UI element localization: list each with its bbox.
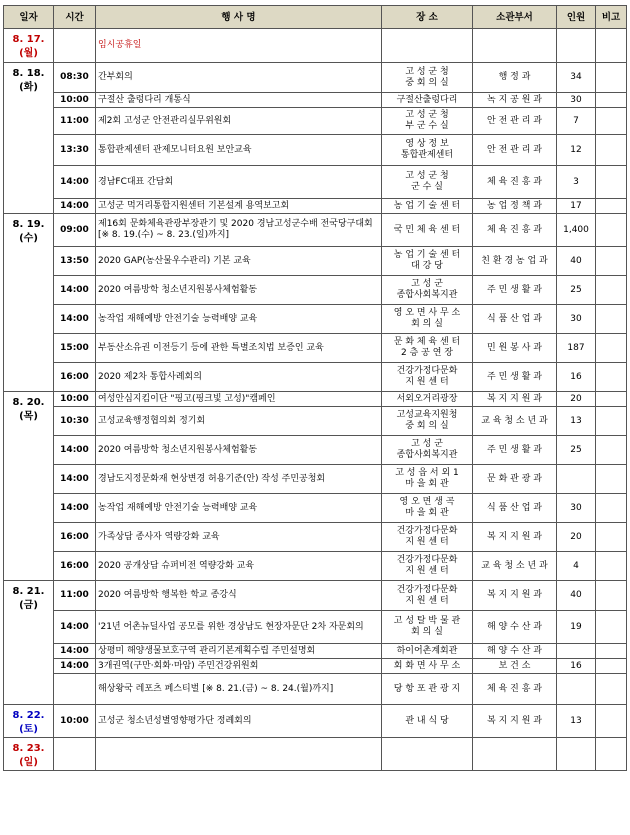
place-line: 지 원 센 터: [405, 377, 449, 387]
date-cell: [4, 63, 54, 214]
place-line: 대 강 당: [411, 261, 443, 271]
table-row: [4, 523, 627, 552]
event-cell: 경남FC대표 간담회: [96, 166, 382, 199]
header-dept: 소관부서: [473, 6, 557, 29]
event-cell: 구절산 출렁다리 개통식: [96, 93, 382, 108]
time-cell: 14:00: [54, 166, 96, 199]
dept-cell: 안 전 관 리 과: [473, 135, 557, 166]
date-cell: [4, 705, 54, 738]
note-cell: [596, 611, 627, 644]
count-cell: 7: [557, 108, 596, 135]
place-line: 고 성 군 청: [405, 110, 449, 120]
place-line: 2 층 공 연 장: [401, 348, 453, 358]
note-cell: [596, 334, 627, 363]
count-cell: 40: [557, 247, 596, 276]
dept-cell: 문 화 관 광 과: [473, 465, 557, 494]
place-cell: [382, 135, 473, 166]
dept-cell: 농 업 정 책 과: [473, 199, 557, 214]
place-line: 중 회 의 실: [405, 421, 449, 431]
header-note: 비고: [596, 6, 627, 29]
time-cell: 10:00: [54, 93, 96, 108]
table-row: [4, 276, 627, 305]
time-cell: [54, 29, 96, 63]
place-line: 중 회 의 실: [405, 77, 449, 88]
place-cell: [382, 644, 473, 659]
table-row: [4, 436, 627, 465]
date-line: (목): [19, 411, 38, 422]
time-cell: [54, 738, 96, 771]
dept-cell: 체 육 진 흥 과: [473, 674, 557, 705]
place-cell: [382, 659, 473, 674]
table-row: [4, 247, 627, 276]
place-line: 서외오거리광장: [396, 393, 458, 404]
place-cell: [382, 199, 473, 214]
dept-cell: 안 전 관 리 과: [473, 108, 557, 135]
place-line: 건강가정다문화: [396, 555, 458, 565]
date-line: (금): [19, 600, 38, 611]
table-row: [4, 63, 627, 93]
table-row: [4, 552, 627, 581]
date-line: (화): [19, 82, 38, 93]
count-cell: 20: [557, 392, 596, 407]
header-time: 시간: [54, 6, 96, 29]
place-line: 고 성 군 청: [405, 171, 449, 181]
place-cell: [382, 93, 473, 108]
dept-cell: 해 양 수 산 과: [473, 611, 557, 644]
place-line: 당 항 포 관 광 지: [393, 683, 461, 694]
place-cell: [382, 436, 473, 465]
place-cell: [382, 166, 473, 199]
count-cell: 30: [557, 305, 596, 334]
note-cell: [596, 214, 627, 247]
event-cell: '21년 어촌뉴딜사업 공모를 위한 경상남도 현장자문단 2차 자문회의: [96, 611, 382, 644]
place-cell: [382, 276, 473, 305]
event-cell: 상평미 해양생물보호구역 관리기본계획수립 주민설명회: [96, 644, 382, 659]
table-row: [4, 494, 627, 523]
time-cell: 14:00: [54, 611, 96, 644]
count-cell: 13: [557, 407, 596, 436]
place-line: 지 원 센 터: [405, 595, 449, 606]
dept-cell: 민 원 봉 사 과: [473, 334, 557, 363]
count-cell: 187: [557, 334, 596, 363]
place-line: 회 의 실: [411, 627, 443, 637]
dept-cell: 복 지 지 원 과: [473, 392, 557, 407]
date-cell: [4, 214, 54, 392]
table-row: [4, 611, 627, 644]
date-line: (월): [19, 48, 38, 59]
place-cell: [382, 465, 473, 494]
table-row: [4, 108, 627, 135]
table-row: [4, 29, 627, 63]
note-cell: [596, 305, 627, 334]
event-cell: 경남도지정문화재 현상변경 허용기준(안) 작성 주민공청회: [96, 465, 382, 494]
place-line: 고 성 읍 서 외 1: [395, 468, 459, 478]
note-cell: [596, 407, 627, 436]
place-line: 고성교육지원청: [396, 410, 458, 420]
time-cell: 14:00: [54, 199, 96, 214]
date-line: 8. 18.: [12, 68, 45, 79]
event-cell: 해상왕국 레포츠 페스티벌 [※ 8. 21.(금) ~ 8. 24.(월)까지]: [96, 674, 382, 705]
place-cell: [382, 494, 473, 523]
table-row: [4, 363, 627, 392]
header-row: [4, 6, 627, 29]
time-cell: 16:00: [54, 523, 96, 552]
time-cell: 13:30: [54, 135, 96, 166]
place-cell: [382, 29, 473, 63]
place-cell: [382, 581, 473, 611]
place-cell: [382, 63, 473, 93]
place-line: 건강가정다문화: [396, 526, 458, 536]
event-cell: 가족상담 종사자 역량강화 교육: [96, 523, 382, 552]
place-line: 영 오 면 사 무 소: [393, 308, 461, 318]
dept-cell: 체 육 진 흥 과: [473, 166, 557, 199]
place-line: 지 원 센 터: [405, 566, 449, 576]
event-cell: 고성교육행정협의회 정기회: [96, 407, 382, 436]
time-cell: [54, 674, 96, 705]
place-line: 군 수 실: [411, 182, 443, 192]
note-cell: [596, 644, 627, 659]
place-line: 종합사회복지관: [396, 450, 458, 460]
place-cell: [382, 738, 473, 771]
place-line: 통합관제센터: [400, 150, 454, 160]
place-cell: [382, 674, 473, 705]
note-cell: [596, 523, 627, 552]
place-line: 회 의 실: [411, 319, 443, 329]
note-cell: [596, 93, 627, 108]
place-cell: [382, 214, 473, 247]
dept-cell: 해 양 수 산 과: [473, 644, 557, 659]
place-cell: [382, 705, 473, 738]
event-cell: 간부회의: [96, 63, 382, 93]
event-cell: 3개권역(구만·회화·마암) 주민건강위원회: [96, 659, 382, 674]
note-cell: [596, 108, 627, 135]
event-cell: 임시공휴일: [96, 29, 382, 63]
place-cell: [382, 334, 473, 363]
time-cell: 14:00: [54, 494, 96, 523]
place-cell: [382, 392, 473, 407]
event-cell: 부동산소유권 이전등기 등에 관한 특별조치법 보증인 교육: [96, 334, 382, 363]
table-row: [4, 465, 627, 494]
table-row: [4, 659, 627, 674]
note-cell: [596, 738, 627, 771]
dept-cell: 주 민 생 활 과: [473, 436, 557, 465]
header-count: 인원: [557, 6, 596, 29]
date-line: 8. 22.: [12, 710, 45, 721]
count-cell: 34: [557, 63, 596, 93]
time-cell: 14:00: [54, 659, 96, 674]
count-cell: 3: [557, 166, 596, 199]
table-row: [4, 674, 627, 705]
dept-cell: 보 건 소: [473, 659, 557, 674]
place-cell: [382, 305, 473, 334]
event-cell: 2020 공개상담 슈퍼비전 역량강화 교육: [96, 552, 382, 581]
table-row: [4, 407, 627, 436]
table-row: [4, 644, 627, 659]
schedule-body: [4, 29, 627, 771]
time-cell: 09:00: [54, 214, 96, 247]
place-line: 관 내 식 당: [405, 715, 449, 726]
dept-cell: [473, 29, 557, 63]
table-row: [4, 93, 627, 108]
time-cell: 08:30: [54, 63, 96, 93]
place-line: 종합사회복지관: [396, 290, 458, 300]
count-cell: 20: [557, 523, 596, 552]
place-line: 농 업 기 술 센 터: [393, 200, 461, 211]
place-cell: [382, 552, 473, 581]
table-row: [4, 305, 627, 334]
time-cell: 15:00: [54, 334, 96, 363]
dept-cell: 복 지 지 원 과: [473, 705, 557, 738]
note-cell: [596, 29, 627, 63]
place-cell: [382, 108, 473, 135]
note-cell: [596, 494, 627, 523]
dept-cell: 교 육 청 소 년 과: [473, 407, 557, 436]
dept-cell: 친 환 경 농 업 과: [473, 247, 557, 276]
event-cell: 2020 GAP(농산물우수관리) 기본 교육: [96, 247, 382, 276]
count-cell: [557, 644, 596, 659]
header-place: 장 소: [382, 6, 473, 29]
note-cell: [596, 166, 627, 199]
table-row: [4, 738, 627, 771]
date-line: 8. 21.: [12, 586, 45, 597]
note-cell: [596, 247, 627, 276]
place-line: 고 성 군: [411, 439, 443, 449]
table-row: [4, 705, 627, 738]
time-cell: 14:00: [54, 436, 96, 465]
date-line: 8. 23.: [12, 743, 45, 754]
schedule-table: [3, 5, 627, 771]
time-cell: 13:50: [54, 247, 96, 276]
count-cell: 40: [557, 581, 596, 611]
date-line: 8. 17.: [12, 34, 45, 45]
place-line: 마 을 회 관: [405, 508, 449, 518]
count-cell: 12: [557, 135, 596, 166]
note-cell: [596, 276, 627, 305]
note-cell: [596, 135, 627, 166]
table-row: [4, 392, 627, 407]
date-line: (일): [19, 757, 38, 768]
count-cell: [557, 738, 596, 771]
place-line: 건강가정다문화: [396, 584, 458, 595]
place-line: 고 성 군: [411, 279, 443, 289]
event-cell: 제2회 고성군 안전관리실무위원회: [96, 108, 382, 135]
place-line: 문 화 체 육 센 터: [393, 337, 461, 347]
time-cell: 16:00: [54, 363, 96, 392]
event-cell: 2020 여름방학 청소년지원봉사체험활동: [96, 276, 382, 305]
table-row: [4, 199, 627, 214]
place-line: 건강가정다문화: [396, 366, 458, 376]
time-cell: 16:00: [54, 552, 96, 581]
place-line: 고 성 탈 박 물 관: [393, 616, 461, 626]
table-row: [4, 581, 627, 611]
count-cell: 1,400: [557, 214, 596, 247]
count-cell: 19: [557, 611, 596, 644]
note-cell: [596, 63, 627, 93]
table-row: [4, 334, 627, 363]
count-cell: [557, 29, 596, 63]
event-cell: 2020 제2차 통합사례회의: [96, 363, 382, 392]
note-cell: [596, 705, 627, 738]
count-cell: 13: [557, 705, 596, 738]
time-cell: 10:00: [54, 705, 96, 738]
place-line: 지 원 센 터: [405, 537, 449, 547]
note-cell: [596, 581, 627, 611]
time-cell: 10:30: [54, 407, 96, 436]
place-line: 회 화 면 사 무 소: [393, 660, 461, 671]
date-line: 8. 19.: [12, 219, 45, 230]
count-cell: 30: [557, 93, 596, 108]
place-cell: [382, 247, 473, 276]
count-cell: 4: [557, 552, 596, 581]
note-cell: [596, 674, 627, 705]
dept-cell: 주 민 생 활 과: [473, 276, 557, 305]
date-cell: [4, 392, 54, 581]
dept-cell: 행 정 과: [473, 63, 557, 93]
event-cell: 고성군 청소년성별영향평가단 정례회의: [96, 705, 382, 738]
place-line: 부 군 수 실: [405, 121, 449, 131]
time-cell: 10:00: [54, 392, 96, 407]
dept-cell: 복 지 지 원 과: [473, 523, 557, 552]
place-line: 국 민 체 육 센 터: [393, 224, 461, 235]
event-cell: 통합관제센터 관제모니터요원 보안교육: [96, 135, 382, 166]
table-row: [4, 166, 627, 199]
event-cell: 여성안심지킴이단 "핑고(핑크빛 고성)"캠페인: [96, 392, 382, 407]
header-event: 행 사 명: [96, 6, 382, 29]
note-cell: [596, 392, 627, 407]
event-cell: 농작업 재해예방 안전기술 능력배양 교육: [96, 305, 382, 334]
date-cell: [4, 738, 54, 771]
table-row: [4, 214, 627, 247]
note-cell: [596, 436, 627, 465]
count-cell: 16: [557, 363, 596, 392]
table-row: [4, 135, 627, 166]
event-cell: 고성군 먹거리통합지원센터 기본설계 용역보고회: [96, 199, 382, 214]
count-cell: 16: [557, 659, 596, 674]
place-line: 영 상 정 보: [405, 139, 449, 149]
header-date: 일자: [4, 6, 54, 29]
dept-cell: [473, 738, 557, 771]
place-cell: [382, 611, 473, 644]
place-line: 하이어촌계회관: [396, 645, 458, 656]
count-cell: 30: [557, 494, 596, 523]
time-cell: 14:00: [54, 276, 96, 305]
dept-cell: 주 민 생 활 과: [473, 363, 557, 392]
date-line: 8. 20.: [12, 397, 45, 408]
place-cell: [382, 407, 473, 436]
place-line: 구절산출렁다리: [396, 94, 458, 105]
note-cell: [596, 552, 627, 581]
place-line: 고 성 군 청: [405, 66, 449, 77]
time-cell: 11:00: [54, 108, 96, 135]
dept-cell: 복 지 지 원 과: [473, 581, 557, 611]
dept-cell: 체 육 진 흥 과: [473, 214, 557, 247]
date-line: (수): [19, 233, 38, 244]
note-cell: [596, 199, 627, 214]
note-cell: [596, 363, 627, 392]
dept-cell: 식 품 산 업 과: [473, 494, 557, 523]
time-cell: 14:00: [54, 644, 96, 659]
event-cell: 2020 여름방학 청소년지원봉사체험활동: [96, 436, 382, 465]
date-line: (토): [19, 724, 38, 735]
dept-cell: 식 품 산 업 과: [473, 305, 557, 334]
event-cell: 제16회 문화체육관광부장관기 및 2020 경남고성군수배 전국당구대회 [※ 8. 19.(수) ~ 8. 23.(일)까지]: [96, 214, 382, 247]
event-cell: [96, 738, 382, 771]
schedule-document: [3, 5, 626, 771]
date-cell: [4, 29, 54, 63]
date-cell: [4, 581, 54, 705]
place-line: 마 을 회 관: [405, 479, 449, 489]
place-cell: [382, 523, 473, 552]
dept-cell: 교 육 청 소 년 과: [473, 552, 557, 581]
place-line: 영 오 면 생 곡: [399, 497, 455, 507]
place-cell: [382, 363, 473, 392]
count-cell: [557, 465, 596, 494]
time-cell: 11:00: [54, 581, 96, 611]
count-cell: 25: [557, 436, 596, 465]
note-cell: [596, 659, 627, 674]
place-line: 농 업 기 술 센 터: [393, 250, 461, 260]
count-cell: 17: [557, 199, 596, 214]
count-cell: [557, 674, 596, 705]
dept-cell: 녹 지 공 원 과: [473, 93, 557, 108]
note-cell: [596, 465, 627, 494]
time-cell: 14:00: [54, 305, 96, 334]
time-cell: 14:00: [54, 465, 96, 494]
event-cell: 농작업 재해예방 안전기술 능력배양 교육: [96, 494, 382, 523]
count-cell: 25: [557, 276, 596, 305]
event-cell: 2020 여름방학 행복한 학교 종강식: [96, 581, 382, 611]
